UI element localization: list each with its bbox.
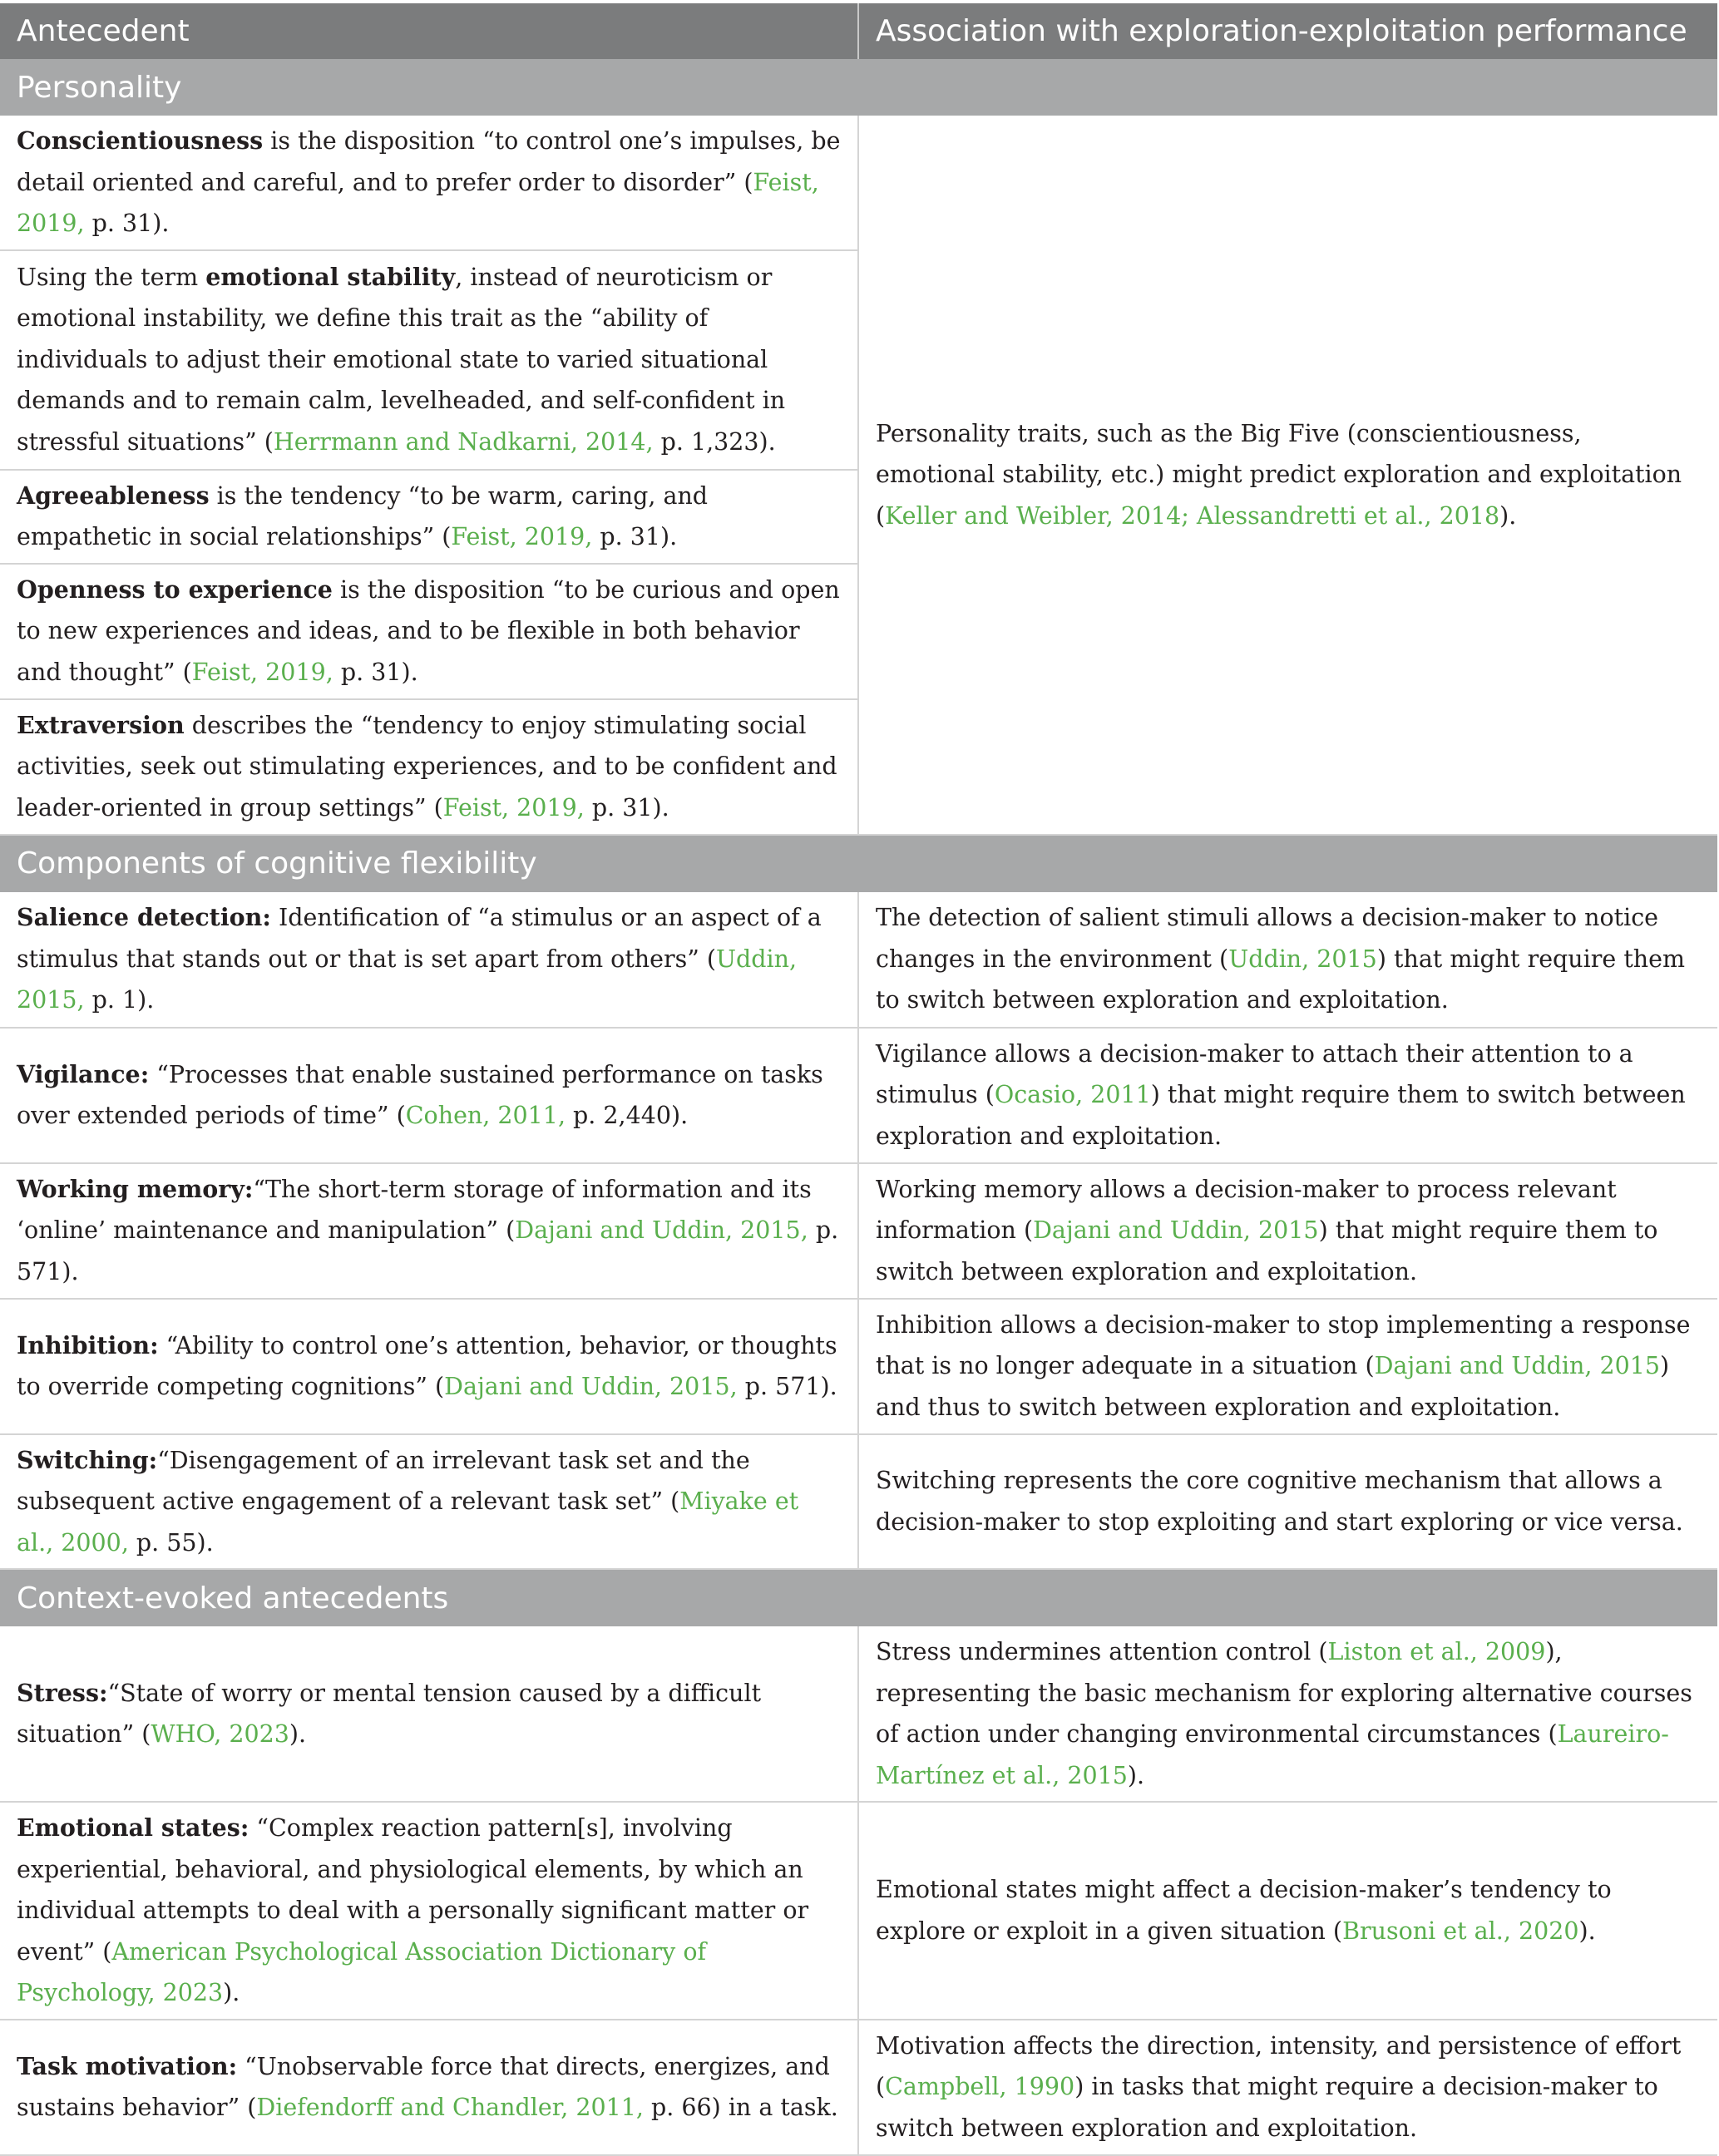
association-cell: Switching represents the core cognitive mechanism that allows a decision-maker to stop exploiting and start exploring or vice versa. [858, 1434, 1717, 1570]
antecedent-cell: Vigilance: “Processes that enable sustained performance on tasks over extended periods of time” (Cohen, 2011, p. 2,440). [0, 1028, 858, 1163]
antecedent-cell: Openness to experience is the disposition “to be curious and open to new experiences and ideas, and to be flexible in both behavior and thought” (Feist, 2019, p. 31). [0, 564, 858, 699]
section-row-cognitive-flexibility [0, 835, 1717, 892]
antecedents-table [0, 3, 1717, 2156]
table-header-row [0, 3, 1717, 59]
table-row [0, 1028, 1717, 1163]
citation-link: Feist, 2019, [191, 658, 333, 686]
antecedent-cell: Switching:“Disengagement of an irrelevant task set and the subsequent active engagement of a relevant task set” (Miyake et al., 2000, p. 55). [0, 1434, 858, 1570]
association-cell: Stress undermines attention control (Liston et al., 2009), representing the basic mechanism for exploring alternative courses of action under changing environmental circumstances (Laureiro-Martínez et al., 2015). [858, 1626, 1717, 1802]
table-row [0, 2020, 1717, 2155]
citation-link: Herrmann and Nadkarni, 2014, [273, 427, 654, 456]
citation-link: Feist, 2019, [451, 523, 593, 550]
citation-link: Keller and Weibler, 2014; Alessandretti et al., 2018 [885, 501, 1500, 530]
table-row [0, 892, 1717, 1028]
citation-link: Diefendorff and Chandler, 2011, [256, 2094, 644, 2121]
citation-link: Dajani and Uddin, 2015 [1033, 1216, 1319, 1245]
citation-link: Miyake et al., 2000, [17, 1487, 799, 1557]
table-row [0, 1434, 1717, 1570]
table-row [0, 116, 1717, 250]
citation-link: Brusoni et al., 2020 [1342, 1917, 1579, 1945]
association-cell: Personality traits, such as the Big Five (conscientiousness, emotional stability, etc.) might predict exploration and exploitation (Keller and Weibler, 2014; Alessandretti et al., 2018). [858, 116, 1717, 835]
citation-link: Dajani and Uddin, 2015, [515, 1216, 808, 1245]
antecedent-cell: Agreeableness is the tendency “to be warm, caring, and empathetic in social relationships” (Feist, 2019, p. 31). [0, 470, 858, 564]
antecedent-cell: Emotional states: “Complex reaction pattern[s], involving experiential, behavioral, and physiological elements, by which an individual attempts to deal with a personally significant matter or event” (American Psychological Association Dictionary of Psychology, 2023). [0, 1802, 858, 2020]
citation-link: Ocasio, 2011 [994, 1081, 1151, 1109]
association-cell: Vigilance allows a decision-maker to attach their attention to a stimulus (Ocasio, 2011) that might require them to switch between exploration and exploitation. [858, 1028, 1717, 1163]
citation-link: Uddin, 2015, [17, 945, 798, 1014]
citation-link: Campbell, 1990 [885, 2073, 1075, 2101]
citation-link: Dajani and Uddin, 2015, [444, 1373, 738, 1400]
section-title: Components of cognitive flexibility [0, 835, 1717, 892]
citation-link: Laureiro-Martínez et al., 2015 [876, 1720, 1669, 1789]
antecedent-cell: Salience detection: Identification of “a stimulus or an aspect of a stimulus that stands out or that is set apart from others” (Uddin, 2015, p. 1). [0, 892, 858, 1028]
section-row-context-evoked [0, 1569, 1717, 1626]
antecedent-cell: Conscientiousness is the disposition “to control one’s impulses, be detail oriented and careful, and to prefer order to disorder” (Feist, 2019, p. 31). [0, 116, 858, 250]
association-cell: Motivation affects the direction, intensity, and persistence of effort (Campbell, 1990) in tasks that might require a decision-maker to switch between exploration and exploitation. [858, 2020, 1717, 2155]
citation-link: Dajani and Uddin, 2015 [1374, 1352, 1661, 1380]
citation-link: Feist, 2019, [17, 168, 819, 237]
antecedent-cell: Working memory:“The short-term storage of information and its ‘online’ maintenance and manipulation” (Dajani and Uddin, 2015, p. 571). [0, 1163, 858, 1299]
section-title: Personality [0, 59, 1717, 116]
association-cell: Emotional states might affect a decision-maker’s tendency to explore or exploit in a given situation (Brusoni et al., 2020). [858, 1802, 1717, 2020]
table-row [0, 1802, 1717, 2020]
section-row-personality [0, 59, 1717, 116]
table-row [0, 1163, 1717, 1299]
column-header-association: Association with exploration-exploitation performance [858, 3, 1717, 59]
table-row [0, 1299, 1717, 1434]
association-cell: The detection of salient stimuli allows a decision-maker to notice changes in the environment (Uddin, 2015) that might require them to switch between exploration and exploitation. [858, 892, 1717, 1028]
antecedent-cell: Using the term emotional stability, instead of neuroticism or emotional instability, we define this trait as the “ability of individuals to adjust their emotional state to varied situational demands and to remain calm, levelheaded, and self-confident in stressful situations” (Herrmann and Nadkarni, 2014, p. 1,323). [0, 250, 858, 470]
citation-link: Liston et al., 2009 [1327, 1638, 1546, 1665]
antecedent-cell: Task motivation: “Unobservable force that directs, energizes, and sustains behavior” (Diefendorff and Chandler, 2011, p. 66) in a task. [0, 2020, 858, 2155]
citation-link: Feist, 2019, [442, 793, 585, 821]
citation-link: WHO, 2023 [151, 1720, 289, 1748]
section-title: Context-evoked antecedents [0, 1569, 1717, 1626]
citation-link: Uddin, 2015 [1228, 945, 1377, 973]
column-header-antecedent: Antecedent [0, 3, 858, 59]
association-cell: Working memory allows a decision-maker to process relevant information (Dajani and Uddin, 2015) that might require them to switch between exploration and exploitation. [858, 1163, 1717, 1299]
association-cell: Inhibition allows a decision-maker to stop implementing a response that is no longer adequate in a situation (Dajani and Uddin, 2015) and thus to switch between exploration and exploitation. [858, 1299, 1717, 1434]
antecedent-cell: Inhibition: “Ability to control one’s attention, behavior, or thoughts to override competing cognitions” (Dajani and Uddin, 2015, p. 571). [0, 1299, 858, 1434]
citation-link: Cohen, 2011, [405, 1102, 566, 1129]
table-row [0, 1626, 1717, 1802]
antecedent-cell: Stress:“State of worry or mental tension caused by a difficult situation” (WHO, 2023). [0, 1626, 858, 1802]
citation-link: American Psychological Association Dictionary of Psychology, 2023 [17, 1937, 707, 2006]
antecedent-cell: Extraversion describes the “tendency to enjoy stimulating social activities, seek out stimulating experiences, and to be confident and leader-oriented in group settings” (Feist, 2019, p. 31). [0, 699, 858, 835]
